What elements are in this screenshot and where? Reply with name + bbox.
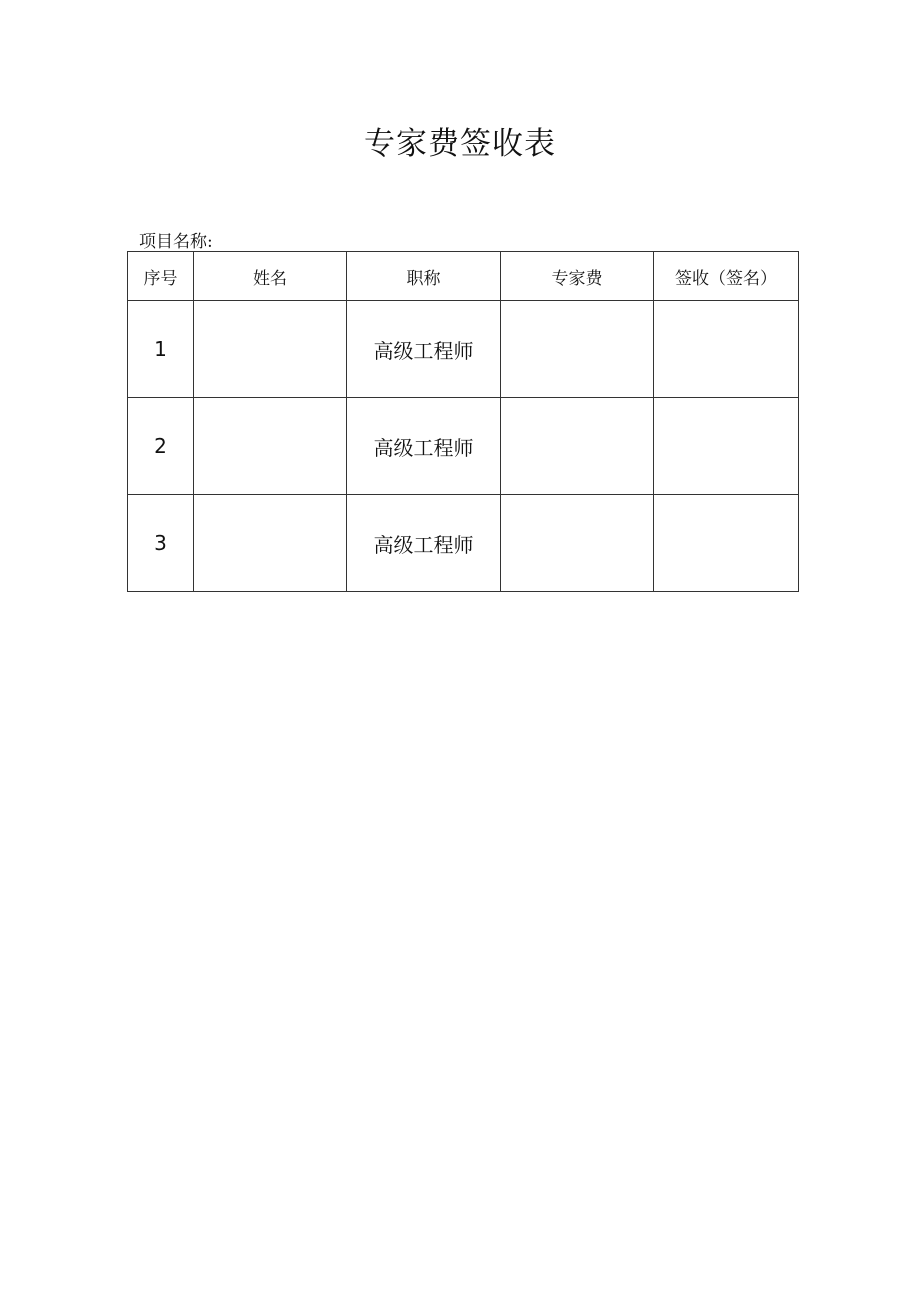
table-row <box>128 495 799 592</box>
header-name: 姓名 <box>194 252 347 301</box>
row-sign-cell <box>654 495 799 592</box>
table-row <box>128 398 799 495</box>
row-name-cell <box>194 301 347 398</box>
row-title-cell: 高级工程师 <box>347 398 501 495</box>
row-name-cell <box>194 398 347 495</box>
row-fee-cell <box>501 301 654 398</box>
row-fee-cell <box>501 495 654 592</box>
row-sign-cell <box>654 301 799 398</box>
row-fee-cell <box>501 398 654 495</box>
row-sign-cell <box>654 398 799 495</box>
table-row <box>128 301 799 398</box>
header-sign: 签收（签名） <box>654 252 799 301</box>
row-title-cell: 高级工程师 <box>347 495 501 592</box>
row-index: 1 <box>128 301 194 398</box>
row-name-cell <box>194 495 347 592</box>
project-name-label: 项目名称: <box>139 232 213 252</box>
expert-fee-table <box>127 251 799 592</box>
header-title: 职称 <box>347 252 501 301</box>
table-header-row <box>128 252 799 301</box>
row-index: 2 <box>128 398 194 495</box>
header-fee: 专家费 <box>501 252 654 301</box>
row-title-cell: 高级工程师 <box>347 301 501 398</box>
row-index: 3 <box>128 495 194 592</box>
header-index: 序号 <box>128 252 194 301</box>
page-title: 专家费签收表 <box>364 126 556 162</box>
